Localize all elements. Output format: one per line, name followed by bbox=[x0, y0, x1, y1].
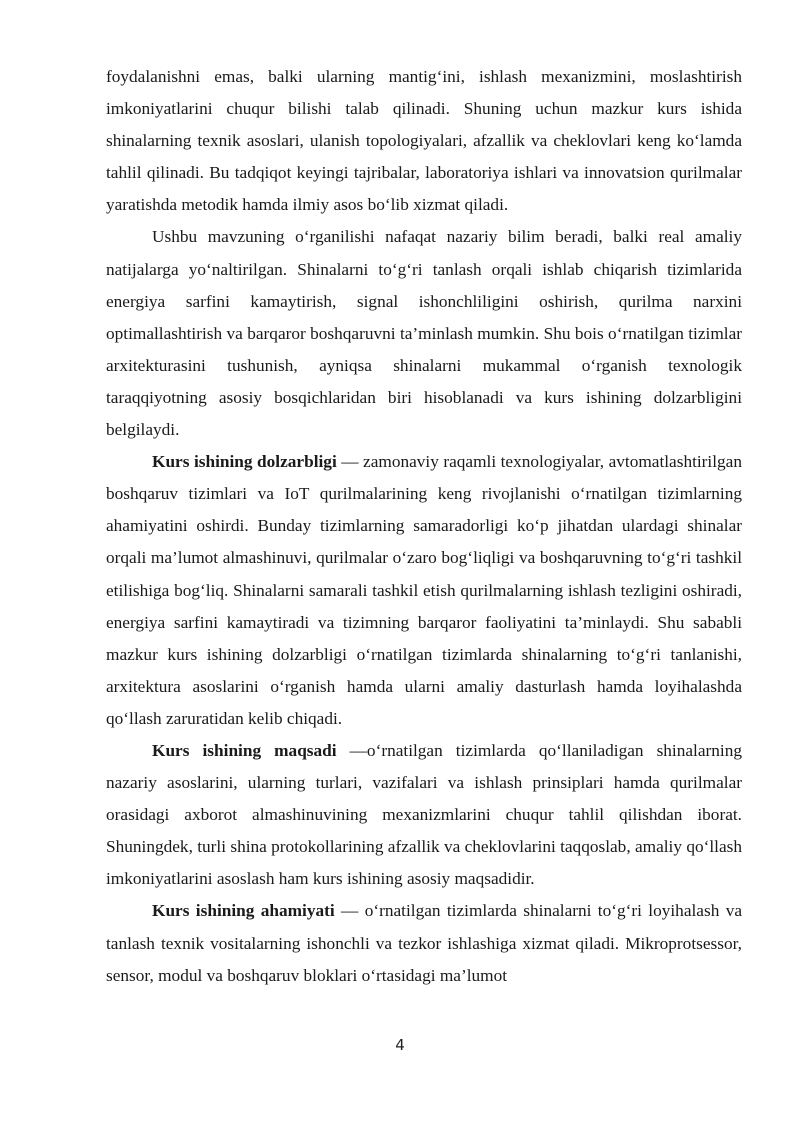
paragraph-relevance bbox=[106, 446, 742, 735]
page-number: 4 bbox=[395, 1036, 405, 1054]
paragraph-text: Ushbu mavzuning o‘rganilishi nafaqat nazariy bilim beradi, balki real amaliy natijalarga yo‘naltirilgan. Shinalarni to‘g‘ri tanlash orqali ishlab chiqarish tizimlarida energiya sarfini kamaytirish, signal ishonchliligini oshirish, qurilma narxini optimallashtirish va barqaror boshqaruvni ta’minlash mumkin. Shu bois o‘rnatilgan tizimlar arxitekturasini tushunish, ayniqsa shinalarni mukammal o‘rganish texnologik taraqqiyotning asosiy bosqichlaridan biri hisoblanadi va kurs ishining dolzarbligini belgilaydi. bbox=[106, 227, 742, 440]
paragraph-continuation bbox=[106, 61, 742, 221]
paragraph-lead-goal: Kurs ishining maqsadi bbox=[152, 740, 337, 760]
paragraph-study-importance bbox=[106, 221, 742, 446]
paragraph-text: foydalanishni emas, balki ularning mantig‘ini, ishlash mexanizmini, moslashtirish imkoniyatlarini chuqur bilishi talab qilinadi. Shuning uchun mazkur kurs ishida shinalarning texnik asoslari, ulanish topologiyalari, afzallik va cheklovlari keng ko‘lamda tahlil qilinadi. Bu tadqiqot keyingi tajribalar, laboratoriya ishlari va innovatsion qurilmalar yaratishda metodik hamda ilmiy asos bo‘lib xizmat qiladi. bbox=[106, 67, 742, 215]
paragraph-text: —o‘rnatilgan tizimlarda qo‘llaniladigan shinalarning nazariy asoslarini, ularning turlari, vazifalari va ishlash prinsiplari hamda qurilmalar orasidagi axborot almashinuvining mexanizmlarini chuqur tahlil qilishdan iborat. Shuningdek, turli shina protokollarining afzallik va cheklovlarini taqqoslab, amaliy qo‘llash imkoniyatlarini asoslash ham kurs ishining asosiy maqsadidir. bbox=[106, 740, 742, 889]
paragraph-lead-significance: Kurs ishining ahamiyati bbox=[152, 901, 335, 921]
paragraph-text: — zamonaviy raqamli texnologiyalar, avtomatlashtirilgan boshqaruv tizimlari va IoT qurilmalarining keng rivojlanishi o‘rnatilgan tizimlarning ahamiyatini oshirdi. Bunday tizimlarning samaradorligi ko‘p jihatdan ulardagi shinalar orqali ma’lumot almashinuvi, qurilmalar o‘zaro bog‘liqligi va boshqaruvning to‘g‘ri tashkil etilishiga bog‘liq. Shinalarni samarali tashkil etish qurilmalarning ishlash tezligini oshiradi, energiya sarfini kamaytiradi va tizimning barqaror faoliyatini ta’minlaydi. Shu sababli mazkur kurs ishining dolzarbligi o‘rnatilgan tizimlarda shinalarning to‘g‘ri tanlanishi, arxitektura asoslarini o‘rganish hamda ularni amaliy dasturlash hamda loyihalashda qo‘llash zaruratidan kelib chiqadi. bbox=[106, 452, 742, 728]
document-page bbox=[106, 61, 742, 992]
paragraph-goal bbox=[106, 735, 742, 895]
paragraph-lead-relevance: Kurs ishining dolzarbligi bbox=[152, 452, 337, 472]
paragraph-significance bbox=[106, 895, 742, 991]
paragraph-text: — o‘rnatilgan tizimlarda shinalarni to‘g‘ri loyihalash va tanlash texnik vositalarning ishonchli va tezkor ishlashiga xizmat qiladi. Mikroprotsessor, sensor, modul va boshqaruv bloklari o‘rtasidagi ma’lumot bbox=[106, 901, 743, 985]
